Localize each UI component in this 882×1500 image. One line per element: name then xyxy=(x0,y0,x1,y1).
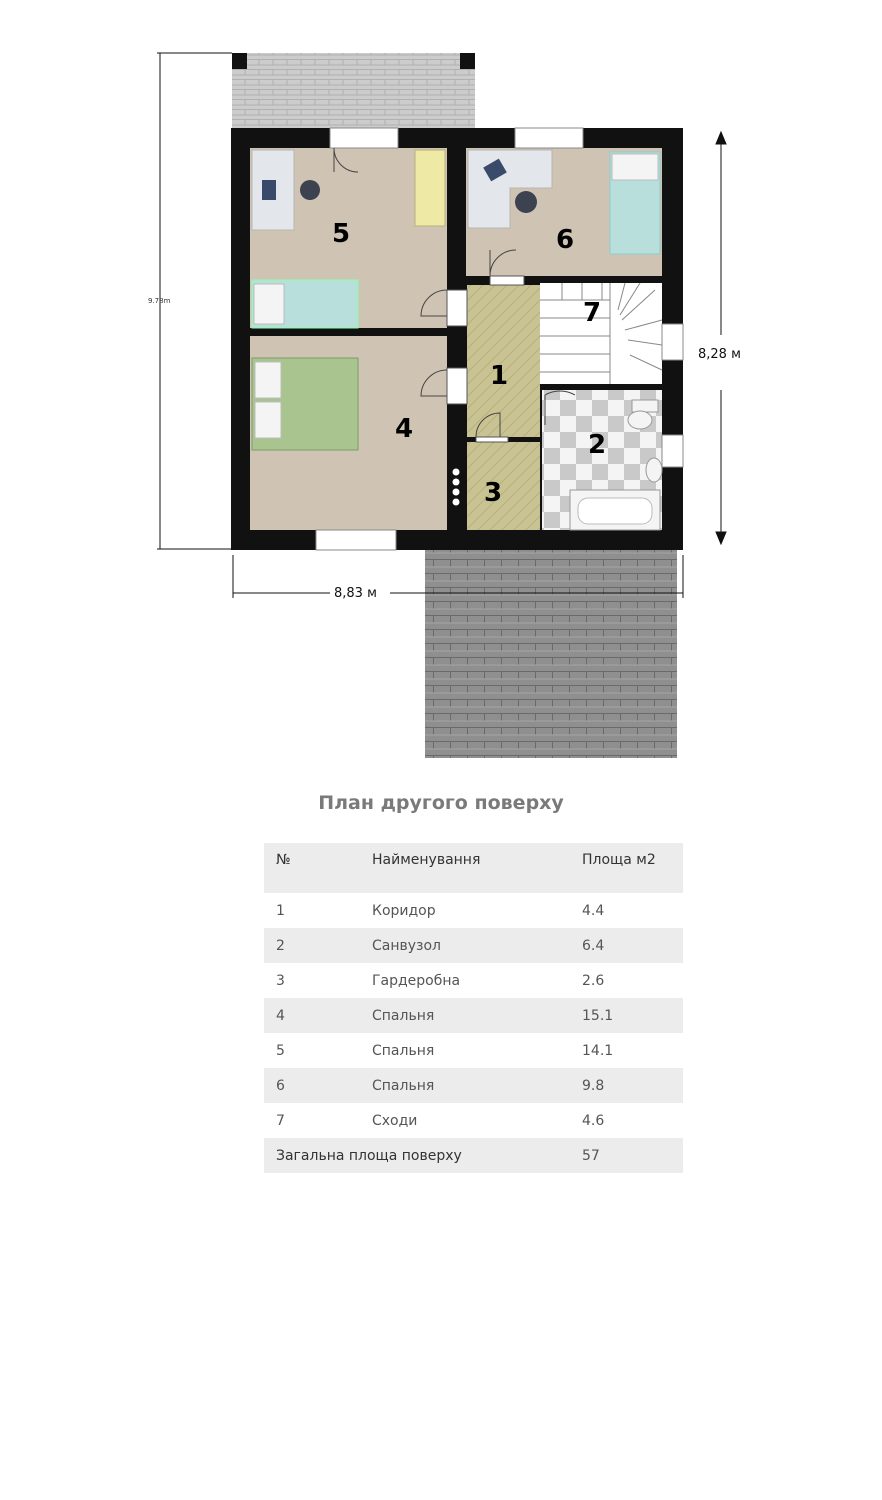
total-area: 57 xyxy=(570,1138,683,1173)
table-row xyxy=(264,1103,683,1138)
row-area: 4.4 xyxy=(582,902,605,919)
chair-icon xyxy=(515,191,537,213)
row-area: 14.1 xyxy=(582,1042,614,1059)
table-row xyxy=(264,893,683,928)
room-number-6: 6 xyxy=(556,225,575,255)
header-name: Найменування xyxy=(360,843,570,893)
row-name: Спальня xyxy=(360,1068,570,1103)
balcony-post xyxy=(232,53,247,69)
bathtub-icon xyxy=(570,490,660,530)
bed-icon xyxy=(610,152,660,254)
wardrobe xyxy=(415,150,445,226)
table-row xyxy=(264,1033,683,1068)
row-name: Гардеробна xyxy=(372,972,461,989)
room-number-7: 7 xyxy=(583,298,602,328)
room-number-1: 1 xyxy=(490,361,509,391)
row-number: 7 xyxy=(276,1112,285,1129)
sink-icon xyxy=(646,458,662,482)
row-name: Коридор xyxy=(372,902,436,919)
room-number-4: 4 xyxy=(395,414,414,444)
row-name: Сходи xyxy=(372,1112,418,1129)
row-area: 9.8 xyxy=(570,1068,683,1103)
room-3-floor xyxy=(467,442,540,530)
header-number: № xyxy=(264,843,360,893)
row-area: 2.6 xyxy=(582,972,605,989)
table-total-row xyxy=(264,1138,683,1173)
room-number-5: 5 xyxy=(332,219,351,249)
laptop-icon xyxy=(262,180,276,200)
table-row xyxy=(264,928,683,963)
table-header-row xyxy=(264,843,683,893)
table-row xyxy=(264,1068,683,1103)
table-row xyxy=(264,963,683,998)
row-number: 5 xyxy=(276,1042,285,1059)
room-number-2: 2 xyxy=(588,430,607,460)
row-number: 4 xyxy=(264,998,360,1033)
balcony-post xyxy=(460,53,475,69)
room-number-3: 3 xyxy=(484,478,503,508)
row-area: 6.4 xyxy=(570,928,683,963)
chair-icon xyxy=(300,180,320,200)
bed-icon xyxy=(252,280,358,328)
row-name: Спальня xyxy=(372,1042,435,1059)
table-row xyxy=(264,998,683,1033)
row-name: Спальня xyxy=(360,998,570,1033)
row-area: 4.6 xyxy=(582,1112,605,1129)
total-label: Загальна площа поверху xyxy=(264,1138,570,1173)
overall-height-label: 9.78m xyxy=(148,297,171,305)
row-name: Санвузол xyxy=(360,928,570,963)
row-number: 2 xyxy=(264,928,360,963)
double-bed-icon xyxy=(252,358,358,450)
area-table xyxy=(264,843,683,1173)
row-number: 1 xyxy=(276,902,285,919)
lower-roof xyxy=(425,548,677,758)
header-area: Площа м2 xyxy=(570,843,683,893)
width-dimension-label: 8,83 м xyxy=(334,586,377,601)
row-area: 15.1 xyxy=(570,998,683,1033)
height-dimension-label: 8,28 м xyxy=(698,347,741,362)
row-number: 3 xyxy=(276,972,285,989)
row-number: 6 xyxy=(264,1068,360,1103)
plan-title: План другого поверху xyxy=(318,792,564,814)
balcony xyxy=(232,53,475,129)
